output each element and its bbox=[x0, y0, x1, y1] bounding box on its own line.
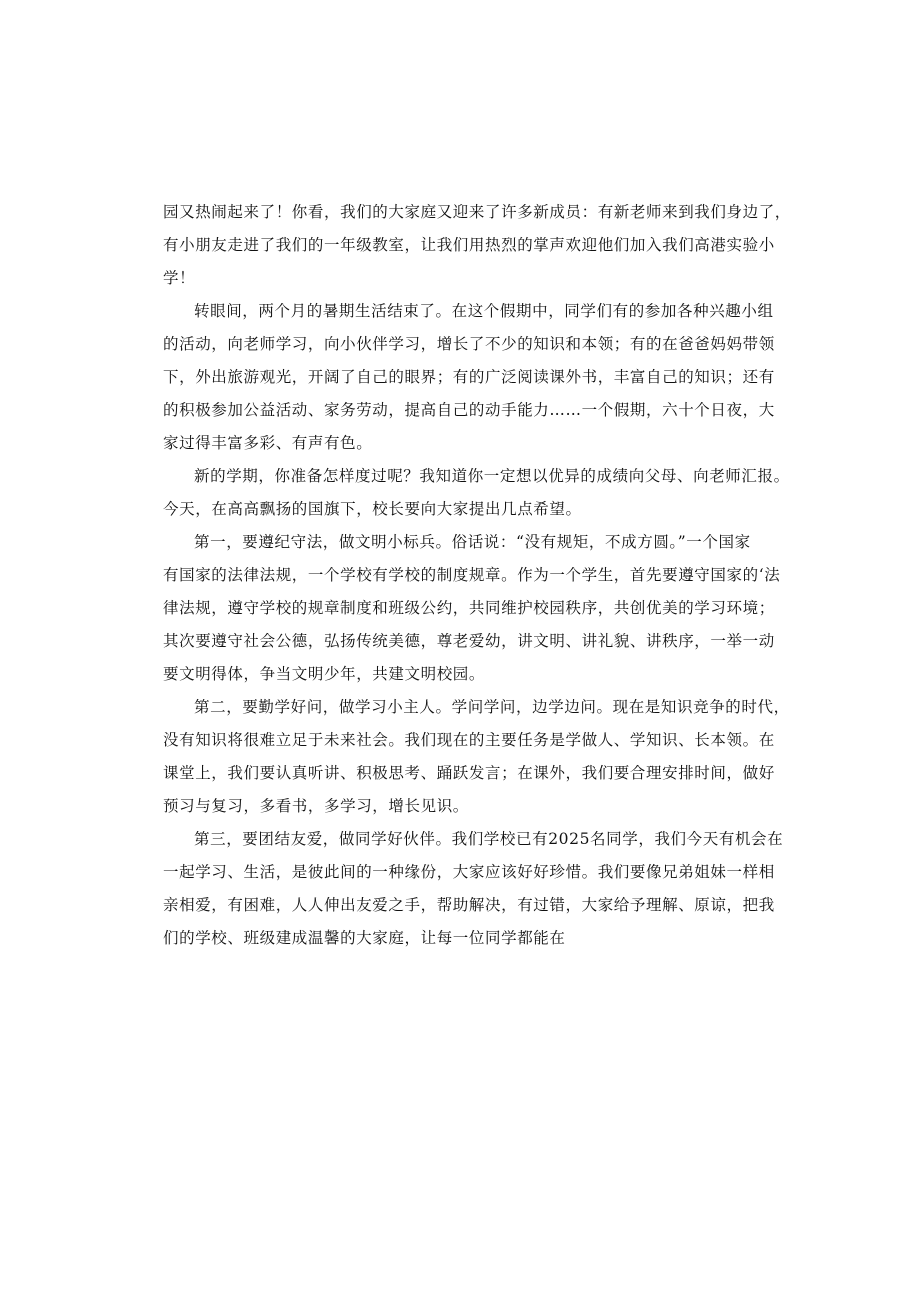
paragraph-start-line: 第三，要团结友爱，做同学好伙伴。我们学校已有2025名同学，我们今天有机会在 bbox=[194, 830, 784, 848]
text-line: 课堂上，我们要认真听讲、积极思考、踊跃发言；在课外，我们要合理安排时间，做好 bbox=[163, 764, 775, 782]
text-line: 园又热闹起来了！你看，我们的大家庭又迎来了许多新成员：有新老师来到我们身边了， bbox=[163, 203, 791, 221]
text-line: 要文明得体，争当文明少年，共建文明校园。 bbox=[163, 665, 486, 683]
text-line: 没有知识将很难立足于未来社会。我们现在的主要任务是学做人、学知识、长本领。在 bbox=[163, 731, 775, 749]
text-line: 律法规，遵守学校的规章制度和班级公约，共同维护校园秩序，共创优美的学习环境； bbox=[163, 599, 775, 617]
body-text bbox=[163, 196, 791, 955]
text-line: 其次要遵守社会公德，弘扬传统美德，尊老爱幼，讲文明、讲礼貌、讲秩序，一举一动 bbox=[163, 632, 775, 650]
paragraph-start-line: 第二，要勤学好问，做学习小主人。学问学问，边学边问。现在是知识竞争的时代， bbox=[194, 698, 790, 716]
text-line: 一起学习、生活，是彼此间的一种缘份，大家应该好好珍惜。我们要像兄弟姐妹一样相 bbox=[163, 863, 775, 881]
text-line: 预习与复习，多看书，多学习，增长见识。 bbox=[163, 797, 469, 815]
text-line: 们的学校、班级建成温馨的大家庭，让每一位同学都能在 bbox=[163, 929, 566, 947]
paragraph-start-line: 第一，要遵纪守法，做文明小标兵。俗话说：“没有规矩，不成方圆。”一个国家 bbox=[194, 533, 751, 551]
text-line: 家过得丰富多彩、有声有色。 bbox=[163, 434, 373, 452]
paragraph-start-line: 新的学期，你准备怎样度过呢？我知道你一定想以优异的成绩向父母、向老师汇报。 bbox=[194, 467, 790, 485]
text-line: 今天，在高高飘扬的国旗下，校长要向大家提出几点希望。 bbox=[163, 500, 582, 518]
text-line: 学！ bbox=[163, 269, 196, 287]
paragraph-start-line: 转眼间，两个月的暑期生活结束了。在这个假期中，同学们有的参加各种兴趣小组 bbox=[194, 302, 774, 320]
text-line: 的活动，向老师学习，向小伙伴学习，增长了不少的知识和本领；有的在爸爸妈妈带领 bbox=[163, 335, 775, 353]
text-line: 有国家的法律法规，一个学校有学校的制度规章。作为一个学生，首先要遵守国家的‘法 bbox=[163, 566, 781, 584]
text-line: 有小朋友走进了我们的一年级教室，让我们用热烈的掌声欢迎他们加入我们高港实验小 bbox=[163, 236, 775, 254]
text-line: 的积极参加公益活动、家务劳动，提高自己的动手能力……一个假期，六十个日夜，大 bbox=[163, 401, 775, 419]
text-line: 下，外出旅游观光，开阔了自己的眼界；有的广泛阅读课外书，丰富自己的知识；还有 bbox=[163, 368, 775, 386]
text-line: 亲相爱，有困难，人人伸出友爱之手，帮助解决，有过错，大家给予理解、原谅，把我 bbox=[163, 896, 775, 914]
